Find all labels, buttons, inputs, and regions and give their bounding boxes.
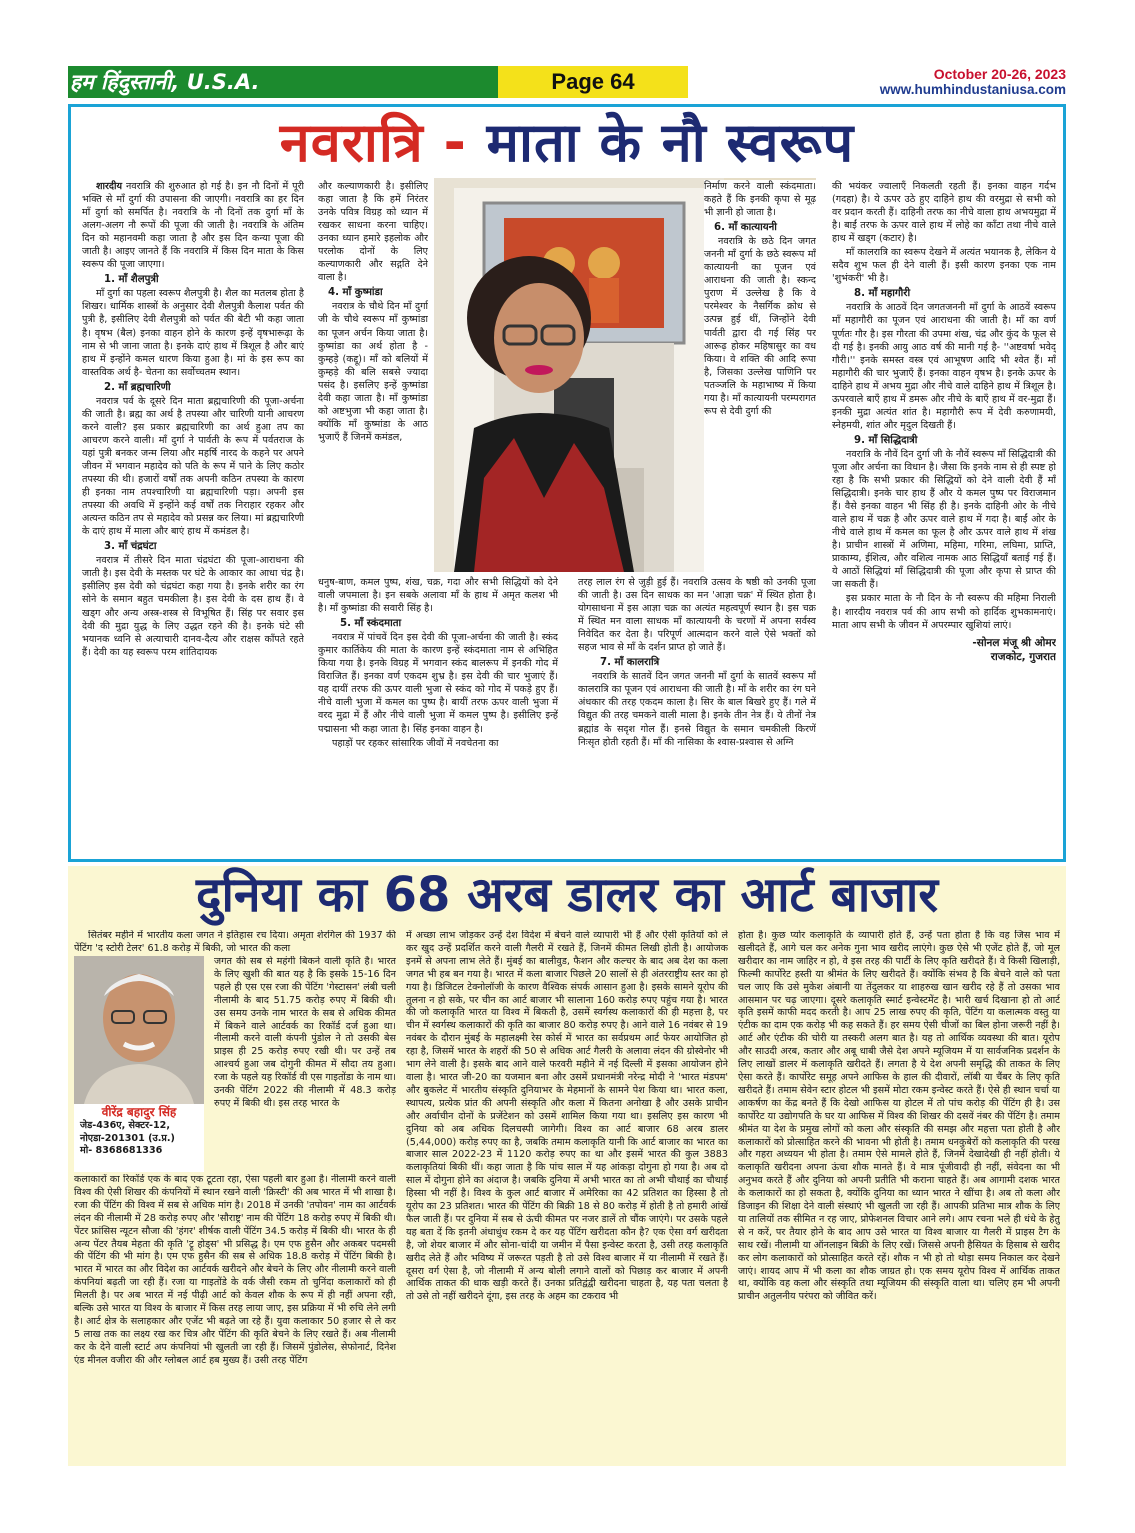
lead-word: शारदीय [96,181,123,192]
section-heading: 3. माँ चंद्रघंटा [104,541,157,553]
art-column-3 [738,930,1060,1460]
headline-part1: नवरात्रि - [279,111,467,174]
section-text: इस प्रकार माता के नौ दिन के नौ स्वरूप की महिमा निराली है। शारदीय नवरात्र पर्व की आप सभी को हार्दिक शुभकामनाएं। माता आप सभी के जीवन में अपरम्पार खुशियां लाएं। [832,593,1056,631]
section-text: निर्माण करने वाली स्कंदमाता। कहते हैं कि इनकी कृपा से मूढ़ भी ज्ञानी हो जाता है। [704,181,816,219]
article-text: होता है। कुछ प्योर कलाकृति के व्यापारी होते हैं, उन्हें पता होता है कि वह जिस भाव में खलीदते हैं, आगे चल कर अनेक गुना भाव खरीद लाएंगे। कुछ ऐसे भी एजेंट होते हैं, जो मूल खरीदार का नाम जाहिर न हो, वे इस तरह की पार्टी के लिए कृति खरीदते हैं। वे किसी खिलाड़ी, फिल्मी कार्पोरेट हस्ती या श्रीमंत के लिए खरीदते हैं। क्योंकि संभव है कि बेचने वाले को पता चल जाए कि उसे मुकेश अंबानी या तेंदुलकर या शाहरुख खान खरीद रहे हैं तो उसका भाव आसमान पर चढ़ जाएगा। दूसरे कलाकृति स्मार्ट इन्वेस्टमेंट है। भारी खर्च दिखाना हो तो आर्ट कृति इसमें काफी मदद करती है। आप 25 लाख रुपए की कृति, पेंटिंग या कलात्मक वस्तु या एंटीक का दाम एक करोड़ भी कह सकते हैं। हर समय ऐसी चीजों का बिल होना जरूरी नहीं है। आर्ट और एंटीक की चोरी या तस्करी अलग बात है। यह तो आर्थिक व्यवस्था की बात। यूरोप और साउदी अरब, कतार और अबू धाबी जैसे देश अपने म्यूजियम में या सार्वजनिक प्रदर्शन के लिए लाखों डालर में कलाकृति खरीदते हैं। लगता है ये देश अपनी समृद्धि की ताकत के लिए ऐसा करते हैं। कार्पोरेट समूह अपने आफिस के हाल की दीवारों, लॉबी या चैंबर के लिए कृति खरीदते हैं। तमाम सेवेन स्टार होटल भी इसमें मोटा रकम इन्वेस्ट करते हैं। ऐसे ही स्थान चर्चा या आकर्षण का केंद्र बनते हैं कि देखो आफिस या होटल में तो पांच करोड़ की पेंटिंग ही है। उस कार्पोरेट या उद्योगपति के घर या आफिस में विश्व की शिखर की दसवें नंबर की पेंटिंग है। तमाम श्रीमंत या देश के प्रमुख लोगों को कला और संस्कृति की समझ और महत्ता पता होती है और कलाकारों को प्रोत्साहित करने की भावना भी होती है। तमाम धनकुबेरों को कलाकृति की परख और गहरा अध्ययन भी होता है। तमाम ऐसे मामले होते हैं, जिनमें देखादेखी ही नहीं होती। ये कलाकृति खरीदना अपना ऊंचा शौक मानते हैं। वे मात्र पूंजीवादी ही नहीं, संवेदना का भी अनुभव करते हैं और दुनिया को अपनी प्रतीति भी कराना चाहते हैं। अब आगामी दशक भारत के कलाकारों का हो सकता है, क्योंकि दुनिया का ध्यान भारत ने खींचा है। अब तो कला और डिजाइन की शिक्षा देने वाली संस्थाएं भी खुलती जा रही हैं। आपकी प्रतिभा मात्र शौक के लिए या तालियों तक सीमित न रह जाए, प्रोफेशनल विचार आने लगे। आप रचना भले ही धंधे के हेतु से न करें, पर तैयार होने के बाद आप उसे भारत या विश्व बाजार या गैलरी में प्राइस टैग के साथ रखें। नीलामी या ऑनलाइन बिक्री के लिए रखें। जिससे अपनी हैसियत के हिसाब से खरीद कर लोग कलाकारों को प्रोत्साहित करते रहें। शौक न भी हो तो थोड़ा समय निकाल कर देखने जाएं। शायद आप में भी कला का शौक जाग्रत हो। एक समय यूरोप विश्व में आर्थिक ताकत था, क्योंकि वह कला और संस्कृति तथा म्यूजियम की संस्कृति वाला था। चलिए हम भी अपनी प्राचीन अतुलनीय परंपरा को जीवित करें। [738,930,1060,1303]
navratri-column-3-top [704,180,816,574]
art-column-2 [406,930,728,1460]
author-name: वीरेंद्र बहादुर सिंह [101,1105,177,1119]
section-heading: 2. माँ ब्रह्मचारिणी [104,381,171,393]
section-text: पहाड़ों पर रहकर सांसारिक जीवों में नवचेतना का [332,737,499,749]
section-heading: 4. माँ कुष्मांडा [328,287,383,299]
section-text: नवरात्र के चौथे दिन माँ दुर्गा जी के चौथे स्वरूप माँ कुष्मांडा का पूजन अर्चन किया जाता है। कुष्मांडा का अर्थ होता है - कुम्हड़े (कद्दू)। माँ को बलियों में कुम्हड़े की बलि सबसे ज्यादा पसंद है। इसलिए इन्हें कुष्मांडा देवी कहा जाता है। माँ कुष्मांडा को अष्टभुजा भी कहा जाता है। क्योंकि माँ कुष्मांडा के आठ भुजाएँ हैं जिनमें कमंडल, [318,301,428,443]
section-text: नवरात्रि के सातवें दिन जगत जननी माँ दुर्गा के सातवें स्वरूप माँ कालरात्रि का पूजन एवं आराधना की जाती है। माँ के शरीर का रंग घने अंधकार की तरह एकदम काला है। सिर के बाल बिखरे हुए हैं। गले में विद्युत की तरह चमकने वाली माला है। इनके तीन नेत्र हैं। ये तीनों नेत्र ब्रह्मांड के सदृश गोल हैं। इनसे विद्युत के समान चमकीली किरणें निःसृत होती रहती हैं। माँ की नासिका के श्वास-प्रश्वास से अग्नि [578,671,816,748]
section-text: नवरात्र में तीसरे दिन माता चंद्रघंटा की पूजा-आराधना की जाती है। इस देवी के मस्तक पर घंटे के आकार का आधा चंद्र है। इसीलिए इस देवी को चंद्रघंटा कहा गया है। इनके शरीर का रंग सोने के समान बहुत चमकीला है। इस देवी के दस हाथ हैं। वे खड्ग और अन्य अस्त्र-शस्त्र से विभूषित हैं। सिंह पर सवार इस देवी की मुद्रा युद्ध के लिए उद्धत रहने की है। इनके घंटे सी भयानक ध्वनि से अत्याचारी दानव-दैत्य और राक्षस काँपते रहते हैं। देवी का यह स्वरूप परम शांतिदायक [82,555,304,658]
section-text: धनुष-बाण, कमल पुष्प, शंख, चक्र, गदा और सभी सिद्धियों को देने वाली जपमाला है। इन सबके अलावा माँ के हाथ में अमृत कलश भी है। माँ कुष्मांडा की सवारी सिंह है। [318,577,558,615]
section-heading: 7. माँ कालरात्रि [600,657,660,669]
article-text: कलाकारों का रिकॉर्ड एक के बाद एक टूटता रहा, ऐसा पहली बार हुआ है। नीलामी करने वाली विश्व की ऐसी शिखर की कंपनियों में स्थान रखने वाली 'क्रिस्टी' की अब भारत में भी शाखा है। रजा की पेंटिंग की विश्व में सब से अधिक मांग है। 2018 में उनकी 'तपोवन' नाम का आर्टवर्क लंदन की नीलामी में 28 करोड़ रुपए और 'सौराष्ट्र' नाम की पेंटिंग 18 करोड़ रुपए में बिकी थी। पेंटर फ्रांसिस न्यूटन सौजा की 'हंगर' शीर्षक वाली पेंटिंग 34.5 करोड़ में बिकी थी। भारत के ही अन्य पेंटर तैयब मेहता की कृति 'ट्रू होड्स' भी प्रसिद्ध है। एम एफ हुसैन और अकबर पदमसी की पेंटिंग की भी मांग है। एम एफ हुसैन की सब से अधिक 18.8 करोड़ में पेंटिंग बिकी है। भारत में भारत का और विदेश का आर्टवर्क खरीदने और बेचने के लिए और नीलामी करने वाली कंपनियां बढ़ती जा रही हैं। रजा या गाइतोंडे के वर्क जैसी रकम तो चुनिंदा कलाकारों को ही मिलती है। पर अब भारत में नई पीढ़ी आर्ट को केवल शौक के रूप में ही नहीं अपना रही, बल्कि उसे भारत या विश्व के बाजार में किस तरह लाया जाए, इस प्रक्रिया में भी रुचि लेने लगी है। आर्ट क्षेत्र के सलाहकार और एजेंट भी बढ़ते जा रहे हैं। युवा कलाकार 50 हजार से ले कर 5 लाख तक का लक्ष्य रख कर चित्र और पेंटिंग की कृति बेचने के लिए रखते हैं। अब नीलामी कर के देने वाली स्टार्ट अप कंपनियां भी खुलती जा रही हैं। जिसमें पुंडोलेस, सेफोनार्ट, दिनेश एंड मीनल वजीरा की और ग्लोबल आर्ट हब मुख्य हैं। उसी तरह पेंटिंग [74,1174,396,1366]
art-market-headline: दुनिया का 68 अरब डालर का आर्ट बाजार [196,867,938,923]
author-address-2: नोएडा-201301 (उ.प्र.) [80,1132,175,1144]
website-link[interactable]: www.humhindustaniusa.com [879,82,1066,97]
section-text: और कल्याणकारी है। इसीलिए कहा जाता है कि हमें निरंतर उनके पवित्र विग्रह को ध्यान में रखकर साधना करना चाहिए। उनका ध्यान हमारे इहलोक और परलोक दोनों के लिए कल्याणकारी और सद्गति देने वाला है। [318,181,428,284]
section-text: नवरात्रि के छठे दिन जगत जननी माँ दुर्गा के छठे स्वरूप माँ कात्यायनी का पूजन एवं आराधना की जाती है। स्कन्द पुराण में उल्लेख है कि वे परमेश्वर के नैसर्गिक क्रोध से उत्पन्न हुई थीं, जिन्होंने देवी पार्वती द्वारा दी गई सिंह पर आरूढ़ होकर महिषासुर का वध किया। वे शक्ति की आदि रूपा है, जिसका उल्लेख पाणिनि पर पतञ्जलि के महाभाष्य में किया गया है। माँ कात्यायनी परम्परागत रूप से देवी दुर्गा की [704,236,816,417]
art-col1-bottom [74,1174,396,1460]
author-info [74,1104,204,1172]
paper-name: हम हिंदुस्तानी, U.S.A. [70,70,260,94]
section-text: नवरात्र में पांचवें दिन इस देवी की पूजा-अर्चना की जाती है। स्कंद कुमार कार्तिकेय की माता के कारण इन्हें स्कंदमाता नाम से अभिहित किया गया है। इनके विग्रह में भगवान स्कंद बालरूप में इनकी गोद में विराजित हैं। इनका वर्ण एकदम शुभ्र है। इस देवी की चार भुजाएं हैं। यह दायीं तरफ की ऊपर वाली भुजा से स्कंद को गोद में पकड़े हुए हैं। नीचे वाली भुजा में कमल का पुष्प है। बायीं तरफ ऊपर वाली भुजा में वरद मुद्रा में हैं और नीचे वाली भुजा में कमल पुष्प है। इसीलिए इन्हें पद्मासना भी कहा जाता है। सिंह इनका वाहन है। [318,632,558,735]
navratri-headline [74,110,1060,176]
byline-place: राजकोट, गुजरात [990,650,1056,663]
navratri-column-3-bottom [578,576,816,852]
section-heading: 5. माँ स्कंदमाता [340,618,402,630]
section-text: नवरात्रि के आठवें दिन जगतजननी माँ दुर्गा के आठवें स्वरूप माँ महागौरी का पूजन एवं आराधना की जाती है। माँ का वर्ण पूर्णतः गौर है। इस गौरता की उपमा शंख, चंद्र और कुंद के फूल से दी गई है। इनकी आयु आठ वर्ष की मानी गई है- ''अष्टवर्षा भवेद् गौरी।'' इनके समस्त वस्त्र एवं आभूषण आदि भी श्वेत हैं। माँ महागौरी की चार भुजाएँ हैं। इनका वाहन वृषभ है। इनके ऊपर के दाहिने हाथ में अभय मुद्रा और नीचे वाले दाहिने हाथ में त्रिशूल है। ऊपरवाले बाएँ हाथ में डमरू और नीचे के बाएँ हाथ में वर-मुद्रा हैं। इनकी मुद्रा अत्यंत शांत है। महागौरी रूप में देवी करुणामयी, स्नेहमयी, शांत और मृदुल दिखती हैं। [832,302,1056,431]
author-portrait-illustration [74,956,204,1104]
navratri-column-4 [832,180,1056,852]
author-photo [74,956,204,1104]
section-text: माँ कालरात्रि का स्वरूप देखने में अत्यंत भयानक है, लेकिन ये सदैव शुभ फल ही देने वाली हैं। इसी कारण इनका एक नाम 'शुभंकरी' भी है। [832,247,1056,285]
section-heading: 6. माँ कात्यायनी [714,222,777,234]
section-heading: 8. माँ महागौरी [854,288,911,300]
author-mobile: मो- 8368681336 [80,1145,163,1156]
navratri-column-2-bottom [318,576,558,852]
navratri-column-2-top [318,180,428,574]
section-text: माँ दुर्गा का पहला स्वरूप शैलपुत्री है। शैल का मतलब होता है शिखर। धार्मिक शास्त्रों के अनुसार देवी शैलपुत्री कैलाश पर्वत की पुत्री है, इसीलिए देवी शैलपुत्री को पर्वत की बेटी भी कहा जाता है। वृषभ (बैल) इनका वाहन होने के कारण इन्हें वृषभारूढ़ा के नाम से भी जाना जाता है। इनके दाएं हाथ में त्रिशूल है और बाएं हाथ में इन्होंने कमल धारण किया हुआ है। मां के इस रूप का वास्तविक अर्थ है- चेतना का सर्वोच्चतम स्थान। [82,288,304,378]
article-text: में अच्छा लाभ जोड़कर उन्हें देश विदेश में बेचने वाले व्यापारी भी हैं और ऐसी कृतियों को ले कर खुद उन्हें प्रदर्शित करने वाली गैलरी में रखते हैं, जिनमें कीमत लिखी होती है। आयोजक इनमें से अपना लाभ लेते हैं। मुंबई का बालीवुड, फैशन और कल्चर के बाद अब देश का कला जगत भी हब बन गया है। भारत में कला बाजार पिछले 20 सालों से ही अंतरराष्ट्रीय स्तर का हो गया है। डिजिटल टेक्नोलॉजी के कारण वैश्विक संपर्क आसान हुआ है। इसके सामने यूरोप की तुलना न हो सके, पर चीन का आर्ट बाजार भी सालाना 160 करोड़ रुपए पहुंच गया है। भारत की जो कलाकृति भारत या विश्व में बिकती है, उसमें स्वर्गस्थ कलाकारों की ही महत्ता है, पर चीन में स्वर्गस्थ कलाकारों की कृति का बाजार 80 करोड़ रुपए है। आने वाले 16 नवंबर से 19 नवंबर के दौरान मुंबई के महालक्ष्मी रेस कोर्स में भारत का सर्वप्रथम आर्ट फेयर आयोजित हो रहा है, जिसमें भारत के शहरों की 50 से अधिक आर्ट गैलरी के अलावा लंदन की ग्रोस्वेनोर भी भाग लेने वाली है। इसके बाद आने वाले फरवरी महीने में नई दिल्ली में इसका आयोजन होने वाला है। भारत जी-20 का यजमान बना और उसमें प्रधानमंत्री नरेन्द्र मोदी ने 'भारत मंडपम' और बुकलेट में भारतीय संस्कृति दुनियाभर के मेहमानों के सामने पेश किया था। भारत कला, स्थापत्य, प्रत्येक प्रांत की अपनी संस्कृति और कला में कितना अनोखा है और उसके प्राचीन और अर्वाचीन दोनों के प्रजेंटेशन को उसमें शामिल किया गया था। इसलिए इस कारण भी दुनिया को अब अधिक दिलचस्पी जागेगी। विश्व का आर्ट बाजार 68 अरब डालर (5,44,000) करोड़ रुपए का है, जबकि तमाम कलाकृति यानी कि आर्ट बाजार का भारत का बाजार साल 2022-23 में 1120 करोड़ रुपए का था और इसमें भारत की कुल 3883 कलाकृतियां बिकी थीं। कहा जाता है कि पांच साल में यह आंकड़ा दोगुना हो गया है। अब दो साल में दोगुना होने का अंदाज है। जबकि दुनिया में अभी भारत का तो अभी चौथाई का चौथाई हिस्सा भी नहीं है। विश्व के कुल आर्ट बाजार में अमेरिका का 42 प्रतिशत का हिस्सा है तो यूरोप का 23 प्रतिशत। भारत की पेंटिंग की बिक्री 18 से 80 करोड़ में होती है तो हमारी आंखें फैल जाती हैं। पर दुनिया में सब से ऊंची कीमत पर नजर डालें तो चौंक जाएंगे। पर उसके पहले यह बता दें कि इतनी अंधाधुंध रकम दे कर यह पेंटिंग खरीदता कौन है? एक ऐसा वर्ग खरीदता है, जो शेयर बाजार में और सोना-चांदी या जमीन में पैसा इन्वेस्ट करता है, उसी तरह कलाकृति खरीद लेते हैं और भविष्य में जरूरत पड़ती है तो उसे विश्व बाजार में या नीलामी में रखते हैं। दूसरा वर्ग ऐसा है, जो नीलामी में अन्य बोली लगाने वालों को पिछाड़ कर बाजार में अपनी आर्थिक ताकत की धाक खड़ी करते हैं। उनका प्रतिद्वंद्वी खरीदना चाहता है, यह पता चलता है तो उसे तो नहीं खरीदने दूंगा, इस तरह के अहम का टकराव भी [406,930,728,1303]
section-heading: 1. माँ शैलपुत्री [104,274,159,286]
section-text: की भयंकर ज्वालाएँ निकलती रहती हैं। इनका वाहन गर्दभ (गदहा) है। ये ऊपर उठे हुए दाहिने हाथ की वरमुद्रा से सभी को वर प्रदान करती हैं। दाहिनी तरफ का नीचे वाला हाथ अभयमुद्रा में है। बाईं तरफ के ऊपर वाले हाथ में लोहे का काँटा तथा नीचे वाले हाथ में खड्ग (कटार) है। [832,181,1056,245]
section-heading: 9. माँ सिद्धिदात्री [854,434,918,446]
byline-name: -सोनल मंजू श्री ओमर [972,636,1056,649]
headline-part2: माता के नौ स्वरूप [486,111,855,174]
art-col1-top [74,930,396,954]
intro-text: नवरात्रि की शुरुआत हो गई है। इन नौ दिनों में पूरी भक्ति से माँ दुर्गा की उपासना की जाएगी। नवरात्रि का हर दिन माँ दुर्गा को समर्पित है। नवरात्रि के नौ दिनों तक दुर्गा माँ के अलग-अलग नौ रूपों की पूजा की जाती है। नवरात्रि के अंतिम दिन को महानवमी कहा जाता है और इस दिन कन्या पूजा की जाती है। आइए जानते हैं कि नवरात्रि में किस दिन माता के किस स्वरूप की पूजा जाएगा। [82,181,304,271]
author-address-1: जेड-436ए, सेक्टर-12, [80,1120,170,1131]
section-text: तरह लाल रंग से जुड़ी हुई हैं। नवरात्रि उत्सव के षष्ठी को उनकी पूजा की जाती है। उस दिन साधक का मन 'आज्ञा चक्र' में स्थित होता है। योगसाधना में इस आज्ञा चक्र का अत्यंत महत्वपूर्ण स्थान है। इस चक्र में स्थित मन वाला साधक माँ कात्यायनी के चरणों में अपना सर्वस्व निवेदित कर देता है। परिपूर्ण आत्मदान करने वाले ऐसे भक्तों को सहज भाव से माँ के दर्शन प्राप्त हो जाते हैं। [578,577,816,654]
navratri-column-1 [82,180,304,852]
page-label: Page 64 [551,69,635,94]
article-text: जगत की सब से महंगी बिकने वाली कृति है। भारत के लिए खुशी की बात यह है कि इसके 15-16 दिन पहले ही एस एस रजा की पेंटिंग 'गेस्टासन' लंबी चली नीलामी के बाद 51.75 करोड़ रुपए में बिकी थी। उस समय उनके नाम भारत के सब से अधिक कीमत में बिकने वाले आर्टवर्क का रिकॉर्ड दर्ज हुआ था। नीलामी करने वाली कंपनी पुंडोल ने तो उसकी बेस प्राइस ही 25 करोड़ रुपए रखी थी। पर उन्हें तब आश्चर्य हुआ जब दोगुनी कीमत में सौदा तय हुआ। रजा के पहले यह रिकॉर्ड वी एस गाइतोंडा के नाम था। उनकी पेंटिंग 2022 की नीलामी में 48.3 करोड़ रुपए में बिकी थी। इस तरह भारत के [214,956,396,1109]
issue-date: October 20-26, 2023 [933,66,1066,82]
section-text: नवरात्र पर्व के दूसरे दिन माता ब्रह्मचारिणी की पूजा-अर्चना की जाती है। ब्रह्म का अर्थ है तपस्या और चारिणी यानी आचरण करने वाली? इस प्रकार ब्रह्मचारिणी का अर्थ हुआ तप का आचरण करने वाली। माँ दुर्गा ने पार्वती के रूप में पर्वतराज के यहां पुत्री बनकर जन्म लिया और महर्षि नारद के कहने पर अपने जीवन में भगवान महादेव को पति के रूप में पाने के लिए कठोर तपस्या की थी। हजारों वर्षों तक अपनी कठिन तपस्या के कारण ही इनका नाम तपश्चारिणी या ब्रह्मचारिणी पड़ा। अपनी इस तपस्या की अवधि में इन्होंने कई वर्षों तक निराहार रहकर और अत्यन्त कठिन तप से महादेव को प्रसन्न कर लिया। मां ब्रह्मचारिणी के दाएं हाथ में माला और बाएं हाथ में कमंडल है। [82,395,304,538]
art-col1-side [214,956,396,1172]
section-text: नवरात्रि के नौवें दिन दुर्गा जी के नौवें स्वरूप माँ सिद्धिदात्री की पूजा और अर्चना का विधान है। जैसा कि इनके नाम से ही स्पष्ट हो रहा है कि सभी प्रकार की सिद्धियों को देने वाली देवी हैं माँ सिद्धिदात्री। इनके चार हाथ हैं और ये कमल पुष्प पर विराजमान हैं। वैसे इनका वाहन भी सिंह ही है। इनके दाहिनी ओर के नीचे वाले हाथ में चक्र है और ऊपर वाले हाथ में गदा है। बाईं ओर के नीचे वाले हाथ में कमल का फूल है और ऊपर वाले हाथ में शंख है। प्राचीन शास्त्रों में अणिमा, महिमा, गरिमा, लघिमा, प्राप्ति, प्राकाम्य, ईशित्व, और वशित्व नामक आठ सिद्धियाँ बताई गई हैं। ये आठों सिद्धियां माँ सिद्धिदात्री की पूजा और कृपा से प्राप्त की जा सकती हैं। [832,448,1056,591]
article-text: सितंबर महीने में भारतीय कला जगत ने इतिहास रच दिया। अमृता शेरगिल की 1937 की पेंटिंग 'द स्टोरी टेलर' 61.8 करोड़ में बिकी, जो भारत की कला [74,930,396,954]
